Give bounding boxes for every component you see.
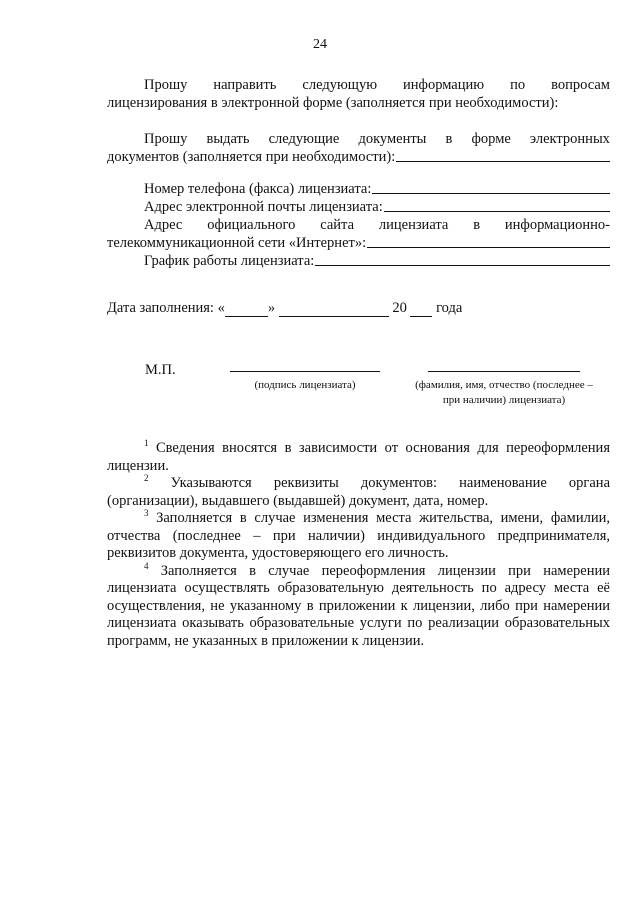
date-label: Дата заполнения: « [107,300,225,316]
footnote-2 [107,475,610,510]
word: документы [358,131,427,147]
footnote-mark: 1 [144,438,149,448]
footnote-text: Заполняется в случае изменения места жительства, имени, фамилии, отчества (последнее – при наличии) индивидуального предпринимателя, реквизитов документа, удостоверяющего его личность. [107,510,610,561]
request-docs-label: документов (заполняется при необходимости): [107,149,396,165]
word: лицензиата [378,217,449,233]
footnote-4 [107,560,610,651]
footnote-text: Указываются реквизиты документов: наименование органа (организации), выдавшего (выдавшей) документ, дата, номер. [107,475,610,509]
year-field[interactable] [410,303,432,317]
footnote-text: Заполняется в случае переоформления лицензии при намерении лицензиата осуществлять образовательную деятельность по адресу места её осуществления, не указанному в приложении к лицензии, либо при намерении лицензиата оказывать образовательные услуги по реализации образовательных программ, не указанных в приложении к лицензии. [107,562,610,649]
signature-field[interactable] [230,370,380,372]
word: по [510,77,526,93]
word: следующие [268,131,340,147]
word: в [445,131,453,147]
request-docs-line1 [107,130,610,148]
footnote-mark: 2 [144,473,149,483]
signature-block [230,370,380,393]
email-row [107,198,610,216]
stamp-label: М.П. [145,362,176,378]
footnote-1 [107,440,610,475]
site-field[interactable] [367,234,610,248]
signature-caption: (подпись лицензиата) [254,379,356,391]
request-docs-section [107,130,610,166]
word: выдать [206,131,250,147]
year-suffix: года [436,300,463,316]
word: направить [213,77,277,93]
word: вопросам [551,77,610,93]
phone-row [107,180,610,198]
email-label: Адрес электронной почты лицензиата: [144,199,383,215]
site-row-line2 [107,234,610,252]
phone-label: Номер телефона (факса) лицензиата: [144,181,372,197]
request-info-line1 [107,76,610,94]
phone-field[interactable] [372,180,610,194]
email-field[interactable] [384,198,610,212]
date-row [107,299,610,317]
site-row-line1 [107,216,610,234]
word: форме [471,131,511,147]
request-docs-field[interactable] [396,148,610,162]
word: Адрес [144,217,183,233]
name-field[interactable] [428,370,580,372]
footnote-mark: 3 [144,508,149,518]
name-block [394,370,614,408]
word: Прошу [144,77,188,93]
word: информационно- [504,217,610,233]
name-caption-line2: при наличии) лицензиата) [442,394,566,406]
page-number: 24 [313,37,327,52]
date-quote-close: » [267,300,276,316]
request-docs-line2 [107,148,610,166]
footnote-mark: 4 [144,560,149,571]
word: следующую [302,77,378,93]
month-field[interactable] [279,303,389,317]
word: сайта [320,217,355,233]
site-label: телекоммуникационной сети «Интернет»: [107,235,367,251]
year-prefix: 20 [392,300,407,316]
word: официального [207,217,296,233]
word: электронных [529,131,610,147]
schedule-row [107,252,610,270]
footnotes [107,440,610,650]
day-field[interactable] [225,303,268,317]
name-caption-line1: (фамилия, имя, отчество (последнее – [415,379,593,391]
request-info-section [107,76,610,112]
contacts-section [107,180,610,270]
word: информацию [403,77,485,93]
request-info-line2: лицензирования в электронной форме (заполняется при необходимости): [107,95,559,111]
schedule-field[interactable] [315,252,610,266]
footnote-text: Сведения вносятся в зависимости от основания для переоформления лицензии. [107,440,610,474]
schedule-label: График работы лицензиата: [144,253,315,269]
footnote-3 [107,510,610,563]
word: Прошу [144,131,188,147]
word: в [473,217,481,233]
